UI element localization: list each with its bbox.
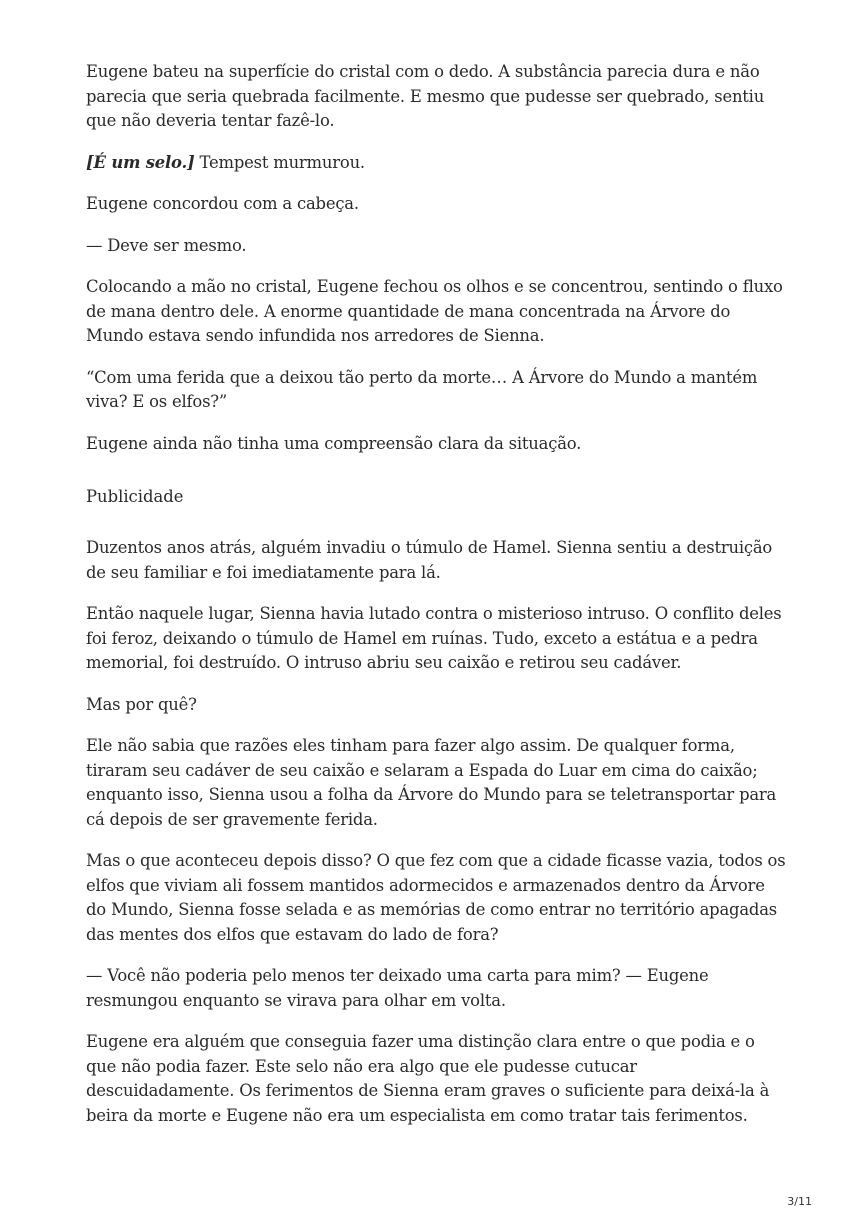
paragraph: [86, 734, 786, 832]
paragraph-text: — Deve ser mesmo.: [86, 235, 247, 255]
paragraph-text: Ele não sabia que razões eles tinham para fazer algo assim. De qualquer forma, tiraram seu cadáver de seu caixão e selaram a Espada do Luar em cima do caixão; enquanto isso, Sienna usou a folha da Árvore do Mundo para se teletransportar para cá depois de ser gravemente ferida.: [86, 736, 777, 829]
document-page: [86, 60, 786, 1145]
paragraph-text: Colocando a mão no cristal, Eugene fechou os olhos e se concentrou, sentindo o fluxo de mana dentro dele. A enorme quantidade de mana concentrada na Árvore do Mundo estava sendo infundida nos arredores de Sienna.: [86, 277, 783, 345]
paragraph-text: “Com uma ferida que a deixou tão perto da morte… A Árvore do Mundo a mantém viva? E os elfos?”: [86, 367, 758, 411]
paragraph: [86, 536, 786, 585]
paragraph: [86, 849, 786, 947]
paragraph: [86, 366, 786, 415]
text-section-top: [86, 60, 786, 456]
paragraph: [86, 60, 786, 134]
paragraph: [86, 234, 786, 259]
paragraph-text: — Você não poderia pelo menos ter deixado uma carta para mim? — Eugene resmungou enquanto se virava para olhar em volta.: [86, 966, 709, 1010]
paragraph: [86, 432, 786, 457]
paragraph: [86, 151, 786, 176]
text-section-bottom: [86, 536, 786, 1128]
page-number: 3/11: [787, 1195, 812, 1208]
paragraph-text: Duzentos anos atrás, alguém invadiu o túmulo de Hamel. Sienna sentiu a destruição de seu familiar e foi imediatamente para lá.: [86, 538, 773, 582]
paragraph-text: Tempest murmurou.: [194, 152, 365, 172]
paragraph: [86, 192, 786, 217]
paragraph: [86, 275, 786, 349]
paragraph: [86, 602, 786, 676]
paragraph-text: Mas o que aconteceu depois disso? O que fez com que a cidade ficasse vazia, todos os elfos que viviam ali fossem mantidos adormecidos e armazenados dentro da Árvore do Mundo, Sienna fosse selada e as memórias de como entrar no território apagadas das mentes dos elfos que estavam do lado de fora?: [86, 851, 786, 944]
paragraph: [86, 693, 786, 718]
paragraph-text: Eugene bateu na superfície do cristal com o dedo. A substância parecia dura e não parecia que seria quebrada facilmente. E mesmo que pudesse ser quebrado, sentiu que não deveria tentar fazê-lo.: [86, 62, 765, 130]
paragraph-text: Eugene era alguém que conseguia fazer uma distinção clara entre o que podia e o que não podia fazer. Este selo não era algo que ele pudesse cutucar descuidadamente. Os ferimentos de Sienna eram graves o suficiente para deixá-la à beira da morte e Eugene não era um especialista em como tratar tais ferimentos.: [86, 1032, 770, 1125]
advertisement-label: Publicidade: [86, 487, 184, 506]
emphasized-text: [É um selo.]: [86, 152, 195, 172]
paragraph: [86, 964, 786, 1013]
paragraph-text: Eugene ainda não tinha uma compreensão clara da situação.: [86, 433, 582, 453]
paragraph-text: Então naquele lugar, Sienna havia lutado contra o misterioso intruso. O conflito deles foi feroz, deixando o túmulo de Hamel em ruínas. Tudo, exceto a estátua e a pedra memorial, foi destruído. O intruso abriu seu caixão e retirou seu cadáver.: [86, 604, 782, 672]
paragraph: [86, 1030, 786, 1128]
paragraph-text: Eugene concordou com a cabeça.: [86, 194, 359, 213]
paragraph-text: Mas por quê?: [86, 694, 197, 714]
